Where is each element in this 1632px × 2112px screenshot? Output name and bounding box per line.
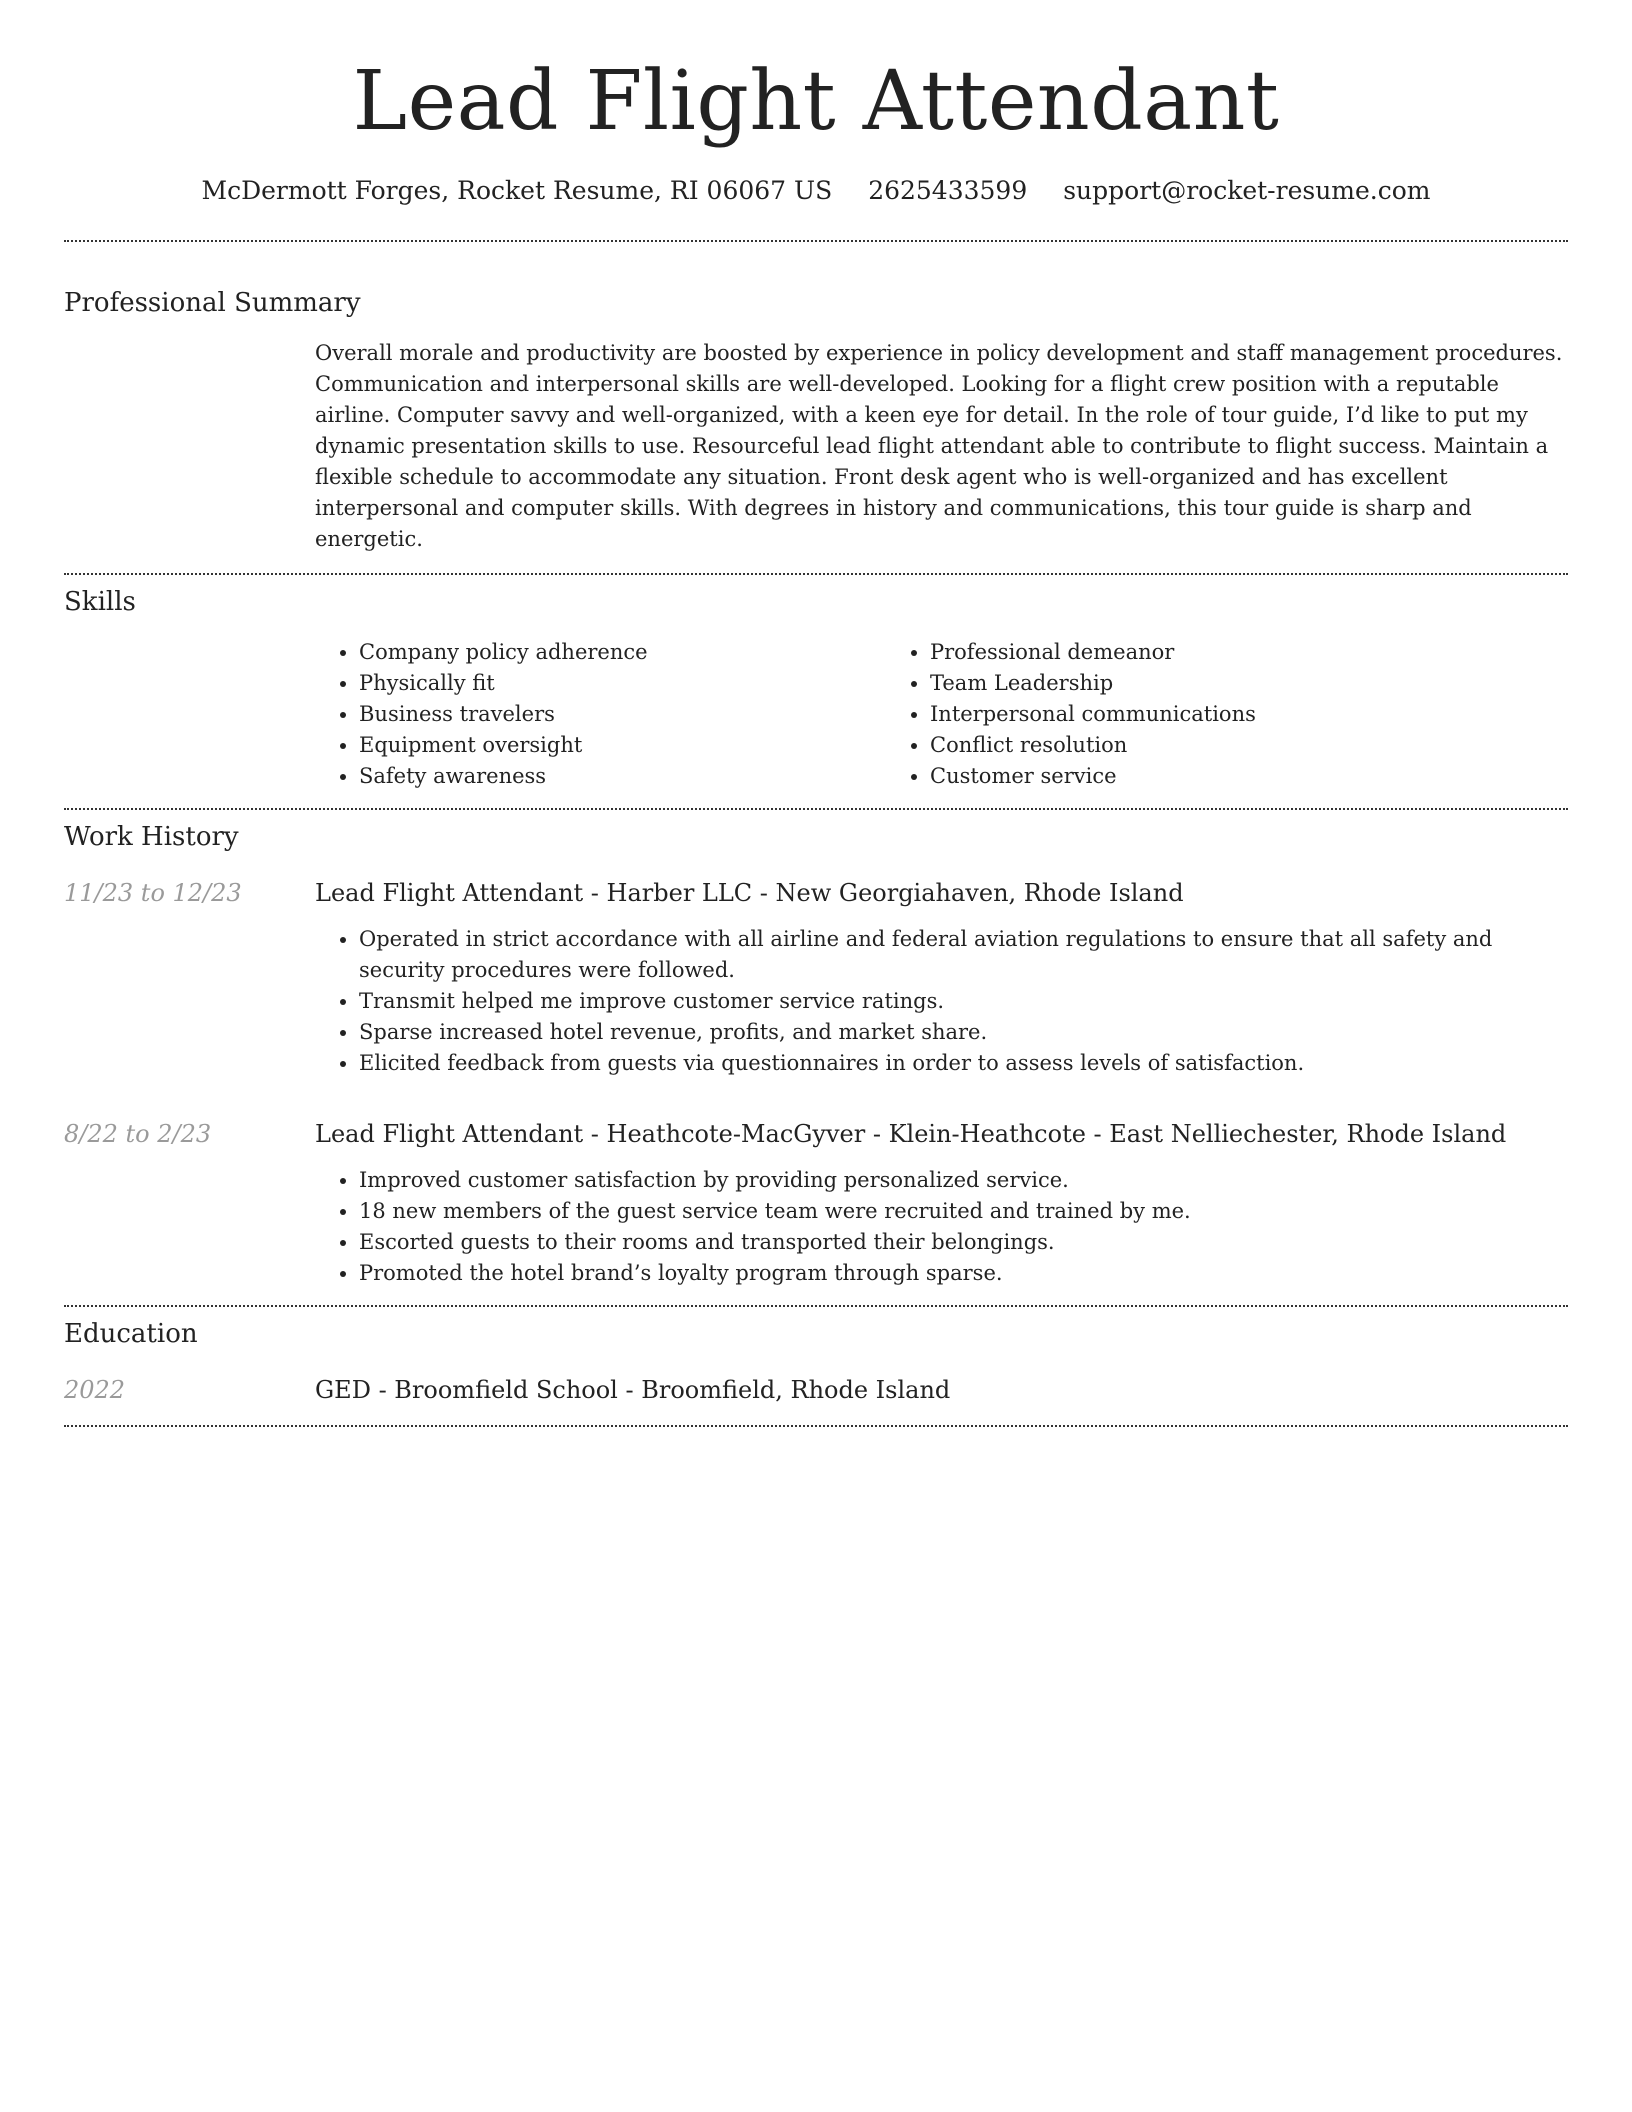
education-section bbox=[64, 1307, 1568, 1425]
job-title: Lead Flight Attendant - Harber LLC - New Georgiahaven, Rhode Island bbox=[315, 879, 1184, 907]
skill-item: • Safety awareness bbox=[359, 761, 886, 792]
job-title: Lead Flight Attendant - Heathcote-MacGyver - Klein-Heathcote - East Nelliechester, Rhode Island bbox=[315, 1120, 1507, 1148]
job-bullet: • Escorted guests to their rooms and transported their belongings. bbox=[359, 1227, 1568, 1258]
contact-phone: 2625433599 bbox=[868, 176, 1028, 205]
job-entry bbox=[64, 1117, 1568, 1305]
skill-item: • Business travelers bbox=[359, 699, 886, 730]
section-title-summary: Professional Summary bbox=[64, 288, 361, 318]
job-dates: 11/23 to 12/23 bbox=[64, 879, 242, 907]
summary-section bbox=[64, 242, 1568, 573]
job-bullets bbox=[315, 924, 1568, 1079]
skill-item: • Equipment oversight bbox=[359, 730, 886, 761]
job-bullet: • Sparse increased hotel revenue, profits, and market share. bbox=[359, 1017, 1568, 1048]
section-title-skills: Skills bbox=[64, 587, 136, 617]
skill-item: • Conflict resolution bbox=[930, 730, 1457, 761]
skill-item: • Professional demeanor bbox=[930, 637, 1457, 668]
job-bullet: • Elicited feedback from guests via questionnaires in order to assess levels of satisfaction. bbox=[359, 1048, 1568, 1079]
job-bullet: • 18 new members of the guest service team were recruited and trained by me. bbox=[359, 1196, 1568, 1227]
resume-name: Lead Flight Attendant bbox=[352, 54, 1280, 149]
resume-header bbox=[64, 0, 1568, 208]
job-bullet: • Improved customer satisfaction by providing personalized service. bbox=[359, 1165, 1568, 1196]
job-dates: 8/22 to 2/23 bbox=[64, 1120, 212, 1148]
education-year: 2022 bbox=[64, 1376, 126, 1404]
job-bullets bbox=[315, 1165, 1568, 1289]
work-history-section bbox=[64, 810, 1568, 1305]
skill-item: • Interpersonal communications bbox=[930, 699, 1457, 730]
contact-address: McDermott Forges, Rocket Resume, RI 06067 US bbox=[201, 176, 833, 205]
skill-item: • Team Leadership bbox=[930, 668, 1457, 699]
contact-line bbox=[64, 174, 1568, 208]
section-title-education: Education bbox=[64, 1319, 198, 1349]
summary-text: Overall morale and productivity are boosted by experience in policy development and staff management procedures. Communication and interpersonal skills are well-developed. Looking for a flight crew position with a reputable airline. Computer savvy and well-organized, with a keen eye for detail. In the role of tour guide, I’d like to put my dynamic presentation skills to use. Resourceful lead flight attendant able to contribute to flight success. Maintain a flexible schedule to accommodate any situation. Front desk agent who is well-organized and has excellent interpersonal and computer skills. With degrees in history and communications, this tour guide is sharp and energetic. bbox=[315, 341, 1563, 551]
job-bullet: • Operated in strict accordance with all airline and federal aviation regulations to ensure that all safety and security procedures were followed. bbox=[359, 924, 1568, 986]
skill-item: • Company policy adherence bbox=[359, 637, 886, 668]
skill-item: • Physically fit bbox=[359, 668, 886, 699]
job-bullet: • Transmit helped me improve customer service ratings. bbox=[359, 986, 1568, 1017]
job-entry bbox=[64, 876, 1568, 1079]
education-degree: GED - Broomfield School - Broomfield, Rhode Island bbox=[315, 1376, 951, 1404]
education-entry bbox=[64, 1373, 1568, 1425]
skills-list-left bbox=[315, 637, 886, 792]
section-title-work: Work History bbox=[64, 822, 239, 852]
job-bullet: • Promoted the hotel brand’s loyalty program through sparse. bbox=[359, 1258, 1568, 1289]
contact-email: support@rocket-resume.com bbox=[1063, 176, 1431, 205]
skills-section bbox=[64, 575, 1568, 808]
skills-list-right bbox=[886, 637, 1457, 792]
divider bbox=[64, 1425, 1568, 1427]
skill-item: • Customer service bbox=[930, 761, 1457, 792]
